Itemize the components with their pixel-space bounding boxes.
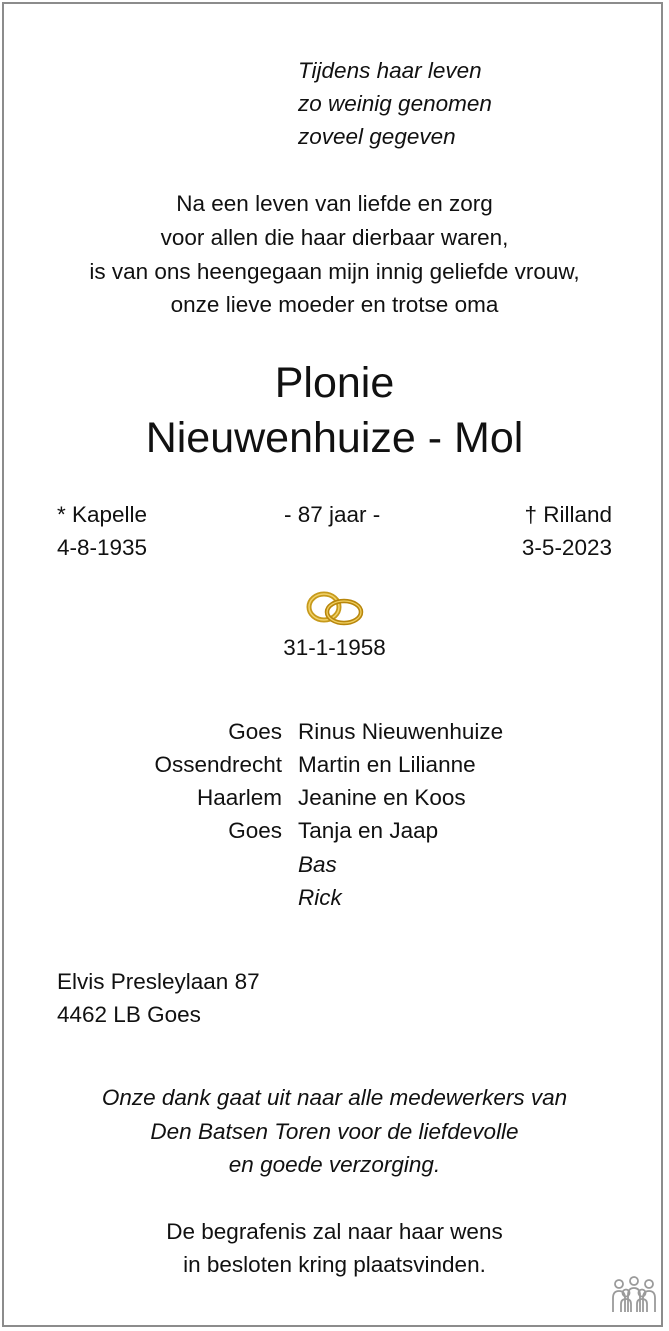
address-city: 4462 LB Goes [57,1002,201,1027]
family-place-2: Ossendrecht [154,752,282,777]
family-place-3: Haarlem [196,785,282,810]
age: - 87 jaar - [284,502,381,527]
deceased-last-name: Nieuwenhuize - Mol [145,414,524,462]
poem-line-1: Tijdens haar leven [298,58,482,83]
birth-date: 4-8-1935 [57,535,148,560]
funeral-line-2: in besloten kring plaatsvinden. [183,1252,486,1277]
family-names-2: Martin en Lilianne [298,752,476,777]
grandchild-1: Bas [298,852,337,877]
thanks-line-1: Onze dank gaat uit naar alle medewerkers van [101,1085,568,1110]
family-names-3: Jeanine en Koos [298,785,466,810]
intro-line-3: is van ons heengegaan mijn innig geliefde vrouw, [89,259,580,284]
intro-line-2: voor allen die haar dierbaar waren, [160,225,509,250]
family-place-4: Goes [228,818,282,843]
poem-line-3: zoveel gegeven [298,124,456,149]
address-street: Elvis Presleylaan 87 [57,969,260,994]
funeral-line-1: De begrafenis zal naar haar wens [166,1219,503,1244]
family-place-1: Goes [228,719,282,744]
marriage-date: 31-1-1958 [283,635,386,660]
thanks-line-3: en goede verzorging. [228,1152,441,1177]
wedding-rings-icon [302,590,366,628]
people-group-icon [610,1276,658,1316]
poem-line-2: zo weinig genomen [298,91,492,116]
death-date: 3-5-2023 [521,535,612,560]
family-names-4: Tanja en Jaap [298,818,439,843]
family-names-1: Rinus Nieuwenhuize [298,719,504,744]
death-place: † Rilland [524,502,612,527]
grandchild-2: Rick [298,885,342,910]
intro-line-4: onze lieve moeder en trotse oma [170,292,499,317]
birth-place: * Kapelle [57,502,148,527]
deceased-first-name: Plonie [274,359,395,407]
thanks-line-2: Den Batsen Toren voor de liefdevolle [150,1119,519,1144]
intro-line-1: Na een leven van liefde en zorg [176,191,493,216]
